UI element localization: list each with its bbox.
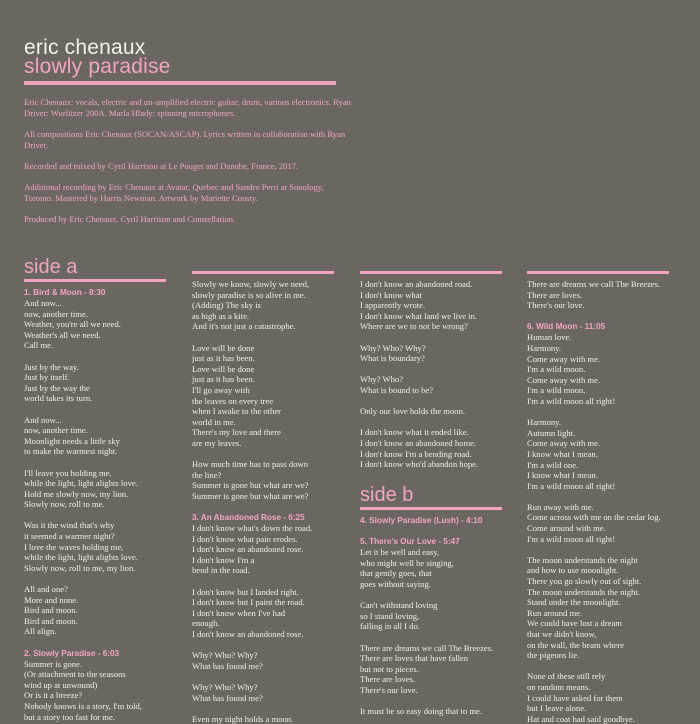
- side-a-heading: side a: [24, 256, 78, 278]
- lyric-line: I'll leave you holding me.: [24, 467, 112, 478]
- lyric-line: Even my night holds a moon.: [192, 713, 294, 724]
- lyric-line: Call me.: [24, 340, 54, 351]
- lyric-line: What has found me?: [192, 660, 263, 671]
- track-gap: [24, 637, 166, 648]
- stanza-gap: [527, 661, 669, 672]
- lyric-line: just as it has been.: [192, 353, 255, 364]
- album-title: slowly paradise: [24, 55, 171, 78]
- stanza-gap: [360, 590, 502, 601]
- lyric-line: I don't know I'm a: [192, 554, 255, 565]
- lyric-line: falling in all I do.: [360, 621, 420, 632]
- lyric-line: Come away with me.: [527, 353, 601, 364]
- lyric-line: Run away with me.: [527, 501, 594, 512]
- stanza-gap: [527, 407, 669, 418]
- lyric-line: I don't know who'd abandon hope.: [360, 459, 479, 470]
- lyric-line: I don't know an abandoned rose.: [192, 629, 304, 639]
- stanza-gap: [24, 404, 166, 415]
- lyric-line: but a story too fast for me.: [24, 711, 115, 722]
- lyric-line: Slowly we know, slowly we need,: [192, 279, 310, 289]
- lyric-line: What has found me?: [192, 692, 263, 703]
- lyric-line: And now...: [24, 414, 62, 425]
- lyric-line: All and one?: [24, 584, 68, 595]
- lyric-line: I'll go away with: [192, 384, 250, 395]
- lyric-line: I love the waves holding me,: [24, 541, 124, 552]
- lyric-line: Why? Who? Why?: [192, 650, 258, 661]
- track-title: 2. Slowly Paradise - 6:03: [24, 648, 120, 658]
- lyric-line: Why? Who?: [360, 374, 404, 385]
- lyric-line: Slowly now, roll to me, my lion.: [24, 562, 136, 573]
- side-b-rule: [360, 507, 502, 510]
- track-block: [24, 287, 166, 722]
- lyric-line: I don't know what it ended like.: [360, 427, 469, 438]
- credits-paragraph: Eric Chenaux: vocals, electric and un-amplified electric guitar, drum, various electronics. Ryan Driver: Wurlitzer 200A. Marla Hlady: spinning microphones.: [24, 97, 351, 118]
- lyrics-column-4: [527, 271, 669, 724]
- stanza-gap: [24, 510, 166, 521]
- lyric-line: I'm a wild moon.: [527, 364, 586, 375]
- lyric-line: as high as a kite.: [192, 310, 250, 321]
- track-block: [192, 279, 334, 724]
- side-b-heading: side b: [360, 483, 414, 506]
- lyric-line: The moon understands the night.: [527, 586, 640, 597]
- lyric-line: while the light, light alights love.: [24, 552, 138, 563]
- stanza-gap: [360, 632, 502, 643]
- lyric-line: while the light, light alights love.: [24, 478, 138, 489]
- lyric-line: the leaves on every tree: [192, 395, 274, 406]
- lyric-line: goes without saying.: [360, 579, 431, 590]
- lyric-line: Or is it a breeze?: [24, 690, 83, 701]
- column-rule: [527, 271, 669, 274]
- lyric-line: that gently goes, that: [360, 568, 432, 579]
- lyric-line: More and none.: [24, 594, 79, 605]
- credits-paragraph: Produced by Eric Chenaux, Cyril Harrison and Constellation.: [24, 214, 236, 224]
- lyric-line: There are dreams we call The Breezes.: [360, 642, 494, 653]
- stanza-gap: [192, 449, 334, 460]
- track-gap: [192, 501, 334, 512]
- lyric-line: Come away with me.: [527, 438, 601, 449]
- lyric-line: I apparently wrote.: [360, 300, 426, 311]
- lyric-line: Love will be done: [192, 342, 255, 353]
- stanza-gap: [24, 351, 166, 362]
- lyric-line: I'm a wild moon all right!: [527, 533, 616, 544]
- lyric-line: Where are we to not be wrong?: [360, 321, 468, 332]
- stanza-gap: [360, 364, 502, 375]
- lyric-line: There are loves that have fallen: [360, 653, 469, 664]
- lyric-line: And now...: [24, 298, 62, 308]
- lyrics-column-1: [24, 258, 166, 722]
- credits-paragraph: Recorded and mixed by Cyril Harrison at Le Pouget and Danube, France, 2017.: [24, 161, 299, 171]
- lyric-line: Come around with me.: [527, 523, 606, 534]
- track-block: [527, 279, 669, 724]
- lyric-line: I don't know what land we live in.: [360, 310, 478, 321]
- lyric-line: What is boundary?: [360, 353, 425, 364]
- header-rule: [24, 81, 336, 85]
- side-b-section: [360, 483, 502, 717]
- lyric-line: I'm a wild one.: [527, 459, 579, 470]
- lyric-line: bend in the road.: [192, 565, 250, 576]
- lyric-line: that we didn't know,: [527, 629, 597, 639]
- lyric-line: Summer is gone.: [24, 658, 83, 669]
- credits: [24, 97, 354, 235]
- lyric-line: Weather's all we need.: [24, 329, 101, 340]
- stanza-gap: [360, 417, 502, 428]
- lyric-line: Stand under the moonlight.: [527, 597, 621, 608]
- track-title: 1. Bird & Moon - 8:30: [24, 288, 106, 297]
- lyric-line: Can't withstand loving: [360, 600, 438, 611]
- track-block: [360, 515, 502, 717]
- credits-paragraph: All compositions Eric Chenaux (SOCAN/ASCAP). Lyrics written in collaboration with Ryan Driver.: [24, 129, 346, 150]
- lyric-line: and how to use moonlight.: [527, 565, 619, 576]
- lyric-line: I don't know what pain erodes.: [192, 533, 298, 544]
- lyric-line: Let it be well and easy,: [360, 547, 440, 558]
- lyric-line: None of these still rely: [527, 671, 606, 682]
- lyric-line: Hat and coat had said goodbye.: [527, 713, 635, 724]
- lyric-line: Autumn light.: [527, 427, 576, 438]
- lyric-line: slowly paradise is so alive in me.: [192, 289, 306, 300]
- lyric-line: How much time has to pass down: [192, 459, 309, 470]
- lyric-line: There's our love.: [527, 300, 585, 311]
- lyric-line: now, another time.: [24, 425, 88, 436]
- lyric-line: Bird and moon.: [24, 615, 78, 626]
- lyric-line: I'm a wild moon.: [527, 385, 586, 396]
- lyric-line: Just by the way.: [24, 361, 79, 372]
- lyric-line: world in me.: [192, 416, 236, 427]
- stanza-gap: [192, 703, 334, 714]
- lyric-line: I don't know when I've had: [192, 607, 286, 618]
- lyric-line: I don't know I'm a bending road.: [360, 448, 472, 459]
- lyric-line: It must be so easy doing that to me.: [360, 706, 482, 717]
- lyric-line: but not to pieces.: [360, 663, 419, 674]
- lyric-line: on the wall, the beam where: [527, 639, 624, 650]
- track-title: 5. There's Our Love - 5:47: [360, 537, 460, 547]
- lyric-line: but I leave alone.: [527, 703, 587, 714]
- lyric-line: There are loves.: [527, 289, 583, 300]
- lyric-line: (Or attachment to the seasons: [24, 669, 126, 680]
- lyric-line: Slowly now, roll to me.: [24, 499, 105, 510]
- lyric-line: enough.: [192, 618, 220, 629]
- lyric-line: Come away with me.: [527, 374, 601, 385]
- stanza-gap: [360, 332, 502, 343]
- lyric-line: to make the warmest night.: [24, 446, 118, 457]
- lyric-line: world takes its turn.: [24, 393, 93, 404]
- lyric-line: just as it has been.: [192, 374, 255, 385]
- credits-paragraph: Additional recording by Eric Chenaux at Avatar, Quebec and Sandro Perri at Sonology, Toronto. Mastered by Harris Newman. Artwork by Mariette Cousty.: [24, 182, 324, 203]
- lyric-line: it seemed a warmer night?: [24, 531, 115, 542]
- lyric-line: when I awake to the other: [192, 406, 282, 417]
- track-block: [360, 279, 502, 470]
- lyric-line: Harmony.: [527, 417, 562, 428]
- lyric-line: I don't know an abandoned road.: [360, 279, 473, 289]
- lyric-line: We could have lost a dream: [527, 618, 622, 629]
- lyric-line: Run around me.: [527, 607, 583, 618]
- lyric-line: Moonlight needs a little sky: [24, 435, 120, 446]
- lyric-line: Was it the wind that's why: [24, 520, 115, 531]
- side-a-rule: [24, 279, 166, 282]
- lyric-line: I don't know but I landed right.: [192, 586, 299, 597]
- stanza-gap: [527, 544, 669, 555]
- lyric-line: I know what I mean.: [527, 470, 598, 481]
- lyric-line: All align.: [24, 626, 57, 637]
- lyric-line: I don't know an abandoned rose.: [192, 544, 304, 555]
- header: [24, 38, 344, 85]
- lyric-line: Summer is gone but what are we?: [192, 490, 309, 501]
- stanza-gap: [24, 457, 166, 468]
- lyric-line: Human love.: [527, 332, 572, 343]
- track-title: 3. An Abandoned Rose - 6:25: [192, 513, 305, 523]
- lyric-line: wind up at unwound): [24, 679, 98, 690]
- lyric-line: Love will be done: [192, 363, 255, 374]
- stanza-gap: [24, 573, 166, 584]
- lyric-line: Only our love holds the moon.: [360, 406, 466, 417]
- track-title: 6. Wild Moon - 11:05: [527, 322, 606, 332]
- lyric-line: Harmony.: [527, 342, 562, 353]
- column-rule: [192, 271, 334, 274]
- lyric-line: Summer is gone but what are we?: [192, 480, 309, 491]
- lyric-line: Just by the way the: [24, 382, 90, 393]
- track-title: 4. Slowly Paradise (Lush) - 4:10: [360, 515, 483, 525]
- lyric-line: Hold me slowly now, my lion.: [24, 488, 129, 499]
- artist-name: eric chenaux: [24, 36, 146, 59]
- lyric-line: I don't know but I paint the road.: [192, 597, 305, 608]
- lyric-line: There's our love.: [360, 685, 418, 695]
- lyric-line: What is bound to be?: [360, 384, 434, 395]
- lyric-line: the line?: [192, 469, 222, 480]
- lyric-line: And it's not just a catastrophe.: [192, 321, 296, 332]
- stanza-gap: [527, 491, 669, 502]
- lyric-line: Weather, you're all we need.: [24, 319, 121, 330]
- lyric-line: There you go slowly out of sight.: [527, 576, 642, 587]
- lyric-line: on random means.: [527, 681, 591, 692]
- lyric-line: There are dreams we call The Breezes.: [527, 279, 661, 289]
- lyric-line: are my leaves.: [192, 437, 242, 448]
- stanza-gap: [360, 696, 502, 707]
- lyric-line: Why? Who? Why?: [192, 681, 258, 692]
- stanza-gap: [192, 576, 334, 587]
- lyric-line: Why? Who? Why?: [360, 342, 426, 353]
- lyric-line: I'm a wild moon all right!: [527, 480, 616, 491]
- lyrics-column-3: [360, 271, 502, 717]
- lyric-line: I don't know an abandoned home.: [360, 437, 477, 448]
- lyric-line: (Adding) The sky is: [192, 300, 261, 311]
- lyric-line: now, another time.: [24, 308, 88, 319]
- stanza-gap: [192, 671, 334, 682]
- lyric-line: Just by itself.: [24, 372, 70, 383]
- lyric-line: Bird and moon.: [24, 605, 78, 616]
- lyric-line: I'm a wild moon all right!: [527, 395, 616, 406]
- lyric-line: so I stand loving,: [360, 610, 420, 621]
- stanza-gap: [360, 396, 502, 407]
- lyric-line: the pigeons lie.: [527, 650, 580, 661]
- lyric-line: who might well be singing,: [360, 557, 454, 568]
- lyric-line: I know what I mean.: [527, 448, 598, 459]
- lyrics-column-2: [192, 271, 334, 724]
- lyric-line: Nobody knows is a story, I'm told,: [24, 700, 142, 711]
- column-rule: [360, 271, 502, 274]
- lyric-line: The moon understands the night: [527, 554, 638, 565]
- lyric-line: I don't know what: [360, 289, 422, 300]
- stanza-gap: [192, 332, 334, 343]
- track-gap: [527, 311, 669, 322]
- lyric-line: I don't know what's down the road.: [192, 523, 313, 534]
- lyric-line: There are loves.: [360, 674, 416, 685]
- lyric-line: There's my love and there: [192, 427, 281, 438]
- lyric-line: I could have asked for them: [527, 692, 623, 703]
- track-gap: [360, 526, 502, 537]
- lyric-line: Come across with me on the cedar log.: [527, 512, 661, 523]
- stanza-gap: [192, 640, 334, 651]
